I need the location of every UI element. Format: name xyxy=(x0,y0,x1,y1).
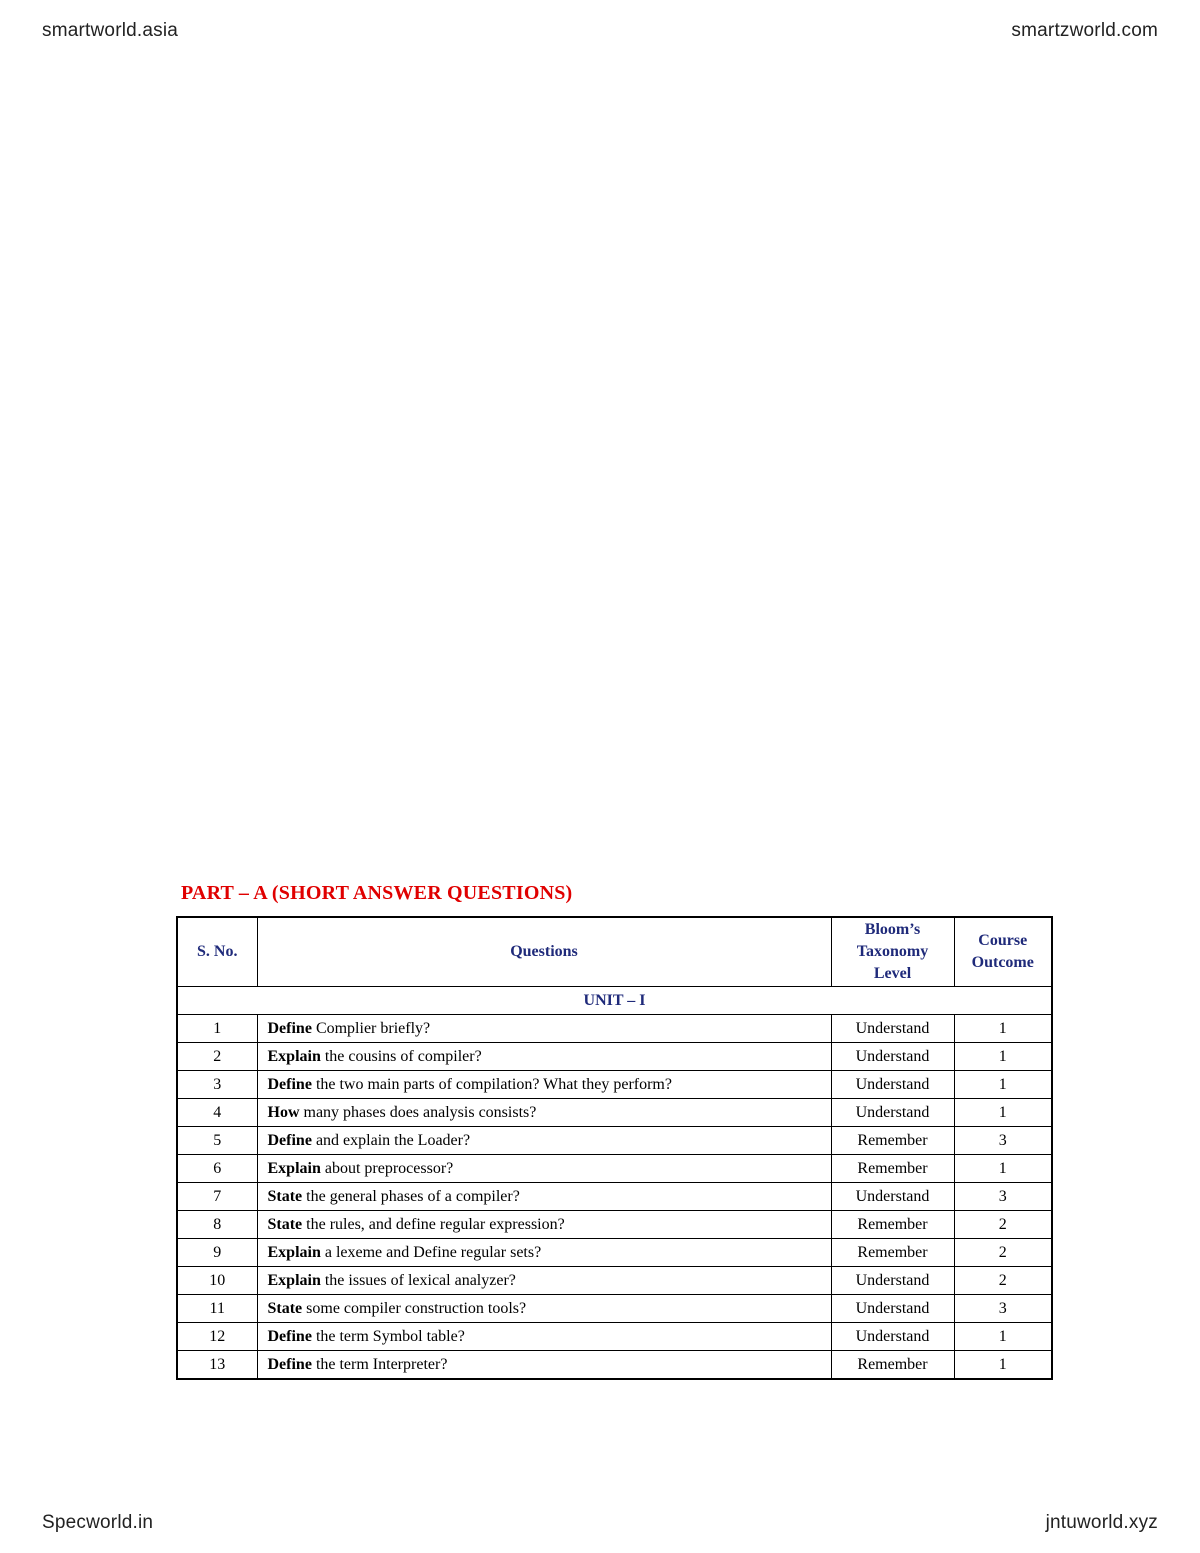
question-rest: Complier briefly? xyxy=(311,1019,431,1037)
table-row xyxy=(177,1267,1052,1295)
question-text xyxy=(257,1015,831,1043)
table-row xyxy=(177,1295,1052,1323)
blooms-level: Understand xyxy=(831,1295,954,1323)
table-row xyxy=(177,1183,1052,1211)
question-text xyxy=(257,1267,831,1295)
watermark-top-left: smartworld.asia xyxy=(42,20,179,41)
blooms-level: Remember xyxy=(831,1351,954,1380)
table-row xyxy=(177,1015,1052,1043)
question-rest: the term Interpreter? xyxy=(311,1355,448,1373)
blooms-level: Remember xyxy=(831,1211,954,1239)
table-row xyxy=(177,1323,1052,1351)
table-row xyxy=(177,1155,1052,1183)
table-row xyxy=(177,1043,1052,1071)
header-questions: Questions xyxy=(257,917,831,987)
question-text xyxy=(257,1351,831,1380)
question-text xyxy=(257,1183,831,1211)
question-rest: some compiler construction tools? xyxy=(302,1299,527,1317)
question-number: 10 xyxy=(177,1267,257,1295)
header-sno: S. No. xyxy=(177,917,257,987)
table-row xyxy=(177,1239,1052,1267)
question-verb: How xyxy=(267,1103,300,1121)
table-row xyxy=(177,1127,1052,1155)
blooms-level: Understand xyxy=(831,1323,954,1351)
question-text xyxy=(257,1211,831,1239)
question-rest: the general phases of a compiler? xyxy=(302,1187,520,1205)
question-verb: State xyxy=(267,1299,303,1317)
question-text xyxy=(257,1043,831,1071)
question-rest: the term Symbol table? xyxy=(311,1327,465,1345)
question-rest: the rules, and define regular expression? xyxy=(302,1215,565,1233)
question-verb: Define xyxy=(267,1019,312,1037)
course-outcome: 1 xyxy=(954,1323,1052,1351)
question-number: 6 xyxy=(177,1155,257,1183)
questions-table xyxy=(176,916,1053,1380)
header-blooms-line: Level xyxy=(873,965,912,982)
question-text xyxy=(257,1323,831,1351)
course-outcome: 1 xyxy=(954,1043,1052,1071)
question-number: 7 xyxy=(177,1183,257,1211)
question-number: 13 xyxy=(177,1351,257,1380)
question-verb: Explain xyxy=(267,1047,321,1065)
blooms-level: Understand xyxy=(831,1099,954,1127)
blooms-level: Understand xyxy=(831,1267,954,1295)
question-verb: Define xyxy=(267,1327,312,1345)
question-text xyxy=(257,1071,831,1099)
question-number: 1 xyxy=(177,1015,257,1043)
question-verb: Define xyxy=(267,1075,312,1093)
question-verb: Define xyxy=(267,1355,312,1373)
question-number: 12 xyxy=(177,1323,257,1351)
header-blooms-level xyxy=(831,917,954,987)
question-verb: Explain xyxy=(267,1159,321,1177)
question-rest: the cousins of compiler? xyxy=(320,1047,482,1065)
question-text xyxy=(257,1155,831,1183)
course-outcome: 1 xyxy=(954,1099,1052,1127)
unit-label: UNIT – I xyxy=(177,987,1052,1015)
question-rest: and explain the Loader? xyxy=(311,1131,471,1149)
question-verb: State xyxy=(267,1215,303,1233)
blooms-level: Understand xyxy=(831,1043,954,1071)
table-header-row xyxy=(177,917,1052,987)
blooms-level: Understand xyxy=(831,1015,954,1043)
question-verb: Explain xyxy=(267,1243,321,1261)
table-row xyxy=(177,1211,1052,1239)
course-outcome: 3 xyxy=(954,1127,1052,1155)
question-number: 3 xyxy=(177,1071,257,1099)
header-course-outcome xyxy=(954,917,1052,987)
question-verb: State xyxy=(267,1187,303,1205)
header-blooms-line: Taxonomy xyxy=(856,943,929,960)
question-text xyxy=(257,1127,831,1155)
course-outcome: 2 xyxy=(954,1211,1052,1239)
course-outcome: 1 xyxy=(954,1351,1052,1380)
question-number: 11 xyxy=(177,1295,257,1323)
question-rest: the issues of lexical analyzer? xyxy=(320,1271,516,1289)
header-blooms-line: Bloom’s xyxy=(864,921,921,938)
question-number: 2 xyxy=(177,1043,257,1071)
table-row xyxy=(177,1071,1052,1099)
question-rest: a lexeme and Define regular sets? xyxy=(320,1243,542,1261)
question-verb: Explain xyxy=(267,1271,321,1289)
watermark-bottom-right: jntuworld.xyz xyxy=(1045,1512,1158,1533)
course-outcome: 3 xyxy=(954,1183,1052,1211)
table-row xyxy=(177,1351,1052,1380)
question-number: 5 xyxy=(177,1127,257,1155)
watermark-top-right: smartzworld.com xyxy=(1011,20,1158,41)
question-rest: the two main parts of compilation? What they perform? xyxy=(311,1075,672,1093)
header-course-line: Course xyxy=(978,932,1028,949)
table-row xyxy=(177,1099,1052,1127)
course-outcome: 1 xyxy=(954,1155,1052,1183)
question-text xyxy=(257,1099,831,1127)
blooms-level: Remember xyxy=(831,1239,954,1267)
question-text xyxy=(257,1295,831,1323)
section-title: PART – A (SHORT ANSWER QUESTIONS) xyxy=(181,882,573,904)
course-outcome: 3 xyxy=(954,1295,1052,1323)
question-text xyxy=(257,1239,831,1267)
question-number: 9 xyxy=(177,1239,257,1267)
question-number: 8 xyxy=(177,1211,257,1239)
course-outcome: 1 xyxy=(954,1015,1052,1043)
course-outcome: 1 xyxy=(954,1071,1052,1099)
course-outcome: 2 xyxy=(954,1239,1052,1267)
watermark-bottom-left: Specworld.in xyxy=(42,1512,154,1533)
question-number: 4 xyxy=(177,1099,257,1127)
question-rest: about preprocessor? xyxy=(320,1159,454,1177)
unit-row xyxy=(177,987,1052,1015)
question-verb: Define xyxy=(267,1131,312,1149)
header-course-line: Outcome xyxy=(971,954,1034,971)
blooms-level: Remember xyxy=(831,1155,954,1183)
course-outcome: 2 xyxy=(954,1267,1052,1295)
blooms-level: Remember xyxy=(831,1127,954,1155)
blooms-level: Understand xyxy=(831,1071,954,1099)
question-rest: many phases does analysis consists? xyxy=(299,1103,537,1121)
blooms-level: Understand xyxy=(831,1183,954,1211)
